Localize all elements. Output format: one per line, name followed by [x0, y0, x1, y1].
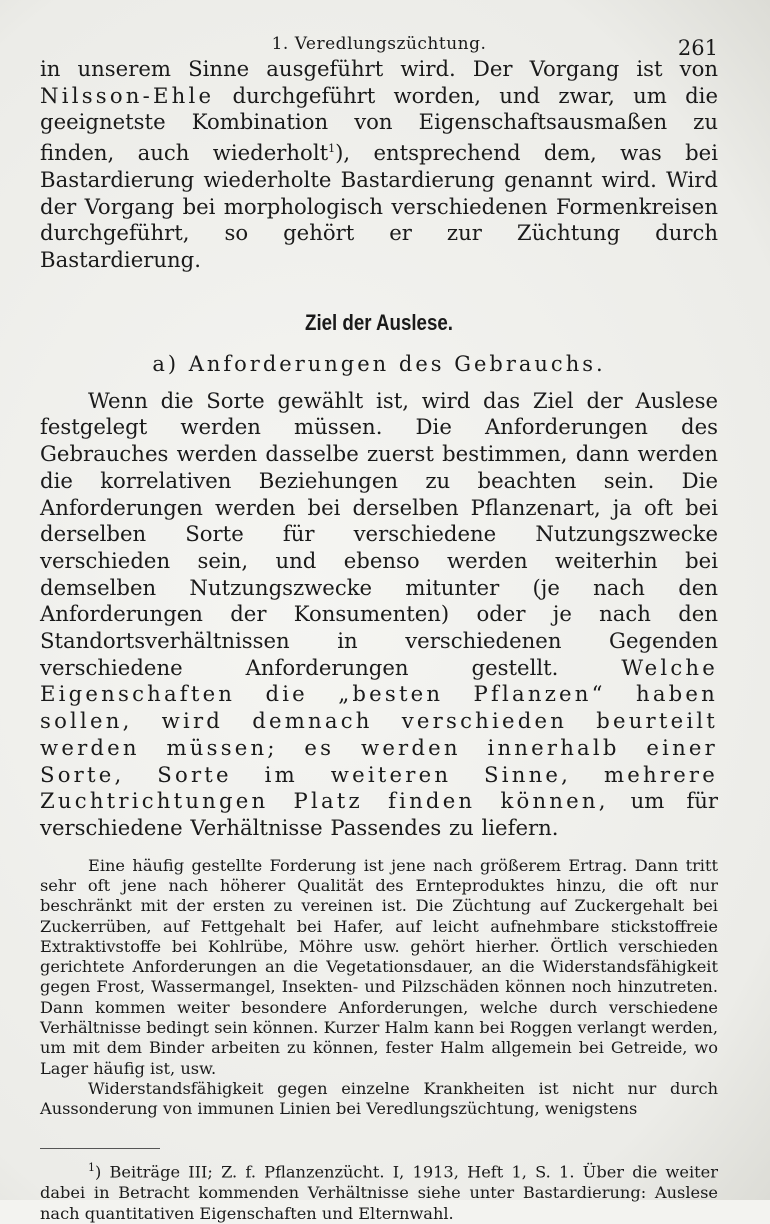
- subsection-title: a) Anforderungen des Gebrauchs.: [152, 351, 606, 376]
- paragraph-continuation: [40, 56, 718, 274]
- text-run: ), entsprechend dem, was bei Bastardierung wiederholte Bastardierung genannt wird. Wird der Vorgang bei morphologisch verschiedenen Formenkreisen durchgeführt, so gehört er zur Züchtung durch Bastardierung.: [40, 140, 718, 272]
- page-header: [40, 0, 718, 60]
- author-name: Nilsson-Ehle: [40, 82, 215, 108]
- footnote-divider: [40, 1148, 160, 1149]
- footnote-marker: 1: [88, 1160, 95, 1174]
- paragraph-requirements: [40, 388, 718, 842]
- main-text: [40, 56, 718, 842]
- small-paragraph: Eine häufig gestellte Forderung ist jene nach größerem Ertrag. Dann tritt sehr oft jene nach höherer Qualität des Ernteproduktes hinzu, die oft nur beschränkt mit der ersten zu vereinen ist. Die Züchtung auf Zuckergehalt bei Zuckerrüben, auf Fettgehalt bei Hafer, auf leicht aufnehmbare stickstoffreie Extraktivstoffe bei Kohlrübe, Möhre usw. gehört hierher. Örtlich verschieden gerichtete Anforderungen an die Vegetationsdauer, an die Widerstandsfähigkeit gegen Frost, Wassermangel, Insekten- und Pilzschäden können noch hinzutreten. Dann kommen weiter besondere Anforderungen, welche durch verschiedene Verhältnisse bedingt sein können. Kurzer Halm kann bei Roggen verlangt werden, um mit dem Binder arbeiten zu können, fester Halm allgemein bei Getreide, wo Lager häufig ist, usw.: [40, 855, 718, 1078]
- footnote: [40, 1157, 718, 1224]
- footnote-ref: 1: [328, 142, 336, 156]
- small-paragraph: Widerstandsfähigkeit gegen einzelne Krankheiten ist nicht nur durch Aussonderung von immunen Linien bei Veredlungszüchtung, wenigstens: [40, 1078, 718, 1119]
- footnote-text: [40, 1157, 718, 1224]
- page-number: 261: [677, 36, 718, 60]
- running-head: 1. Veredlungszüchtung.: [271, 34, 487, 54]
- section-title: Ziel der Auslese.: [305, 309, 453, 335]
- text-run: durchgeführt worden, und zwar, um die geeignetste Kombination von Eigenschaftsausmaßen zu finden, auch wiederholt: [40, 82, 718, 166]
- text-run: in unserem Sinne ausgeführt wird. Der Vorgang ist von: [40, 56, 718, 81]
- small-print-section: [40, 856, 718, 1120]
- footnote-body: ) Beiträge III; Z. f. Pflanzenzücht. I, 1913, Heft 1, S. 1. Über die weiter dabei in Betracht kommenden Verhältnisse siehe unter Bastardierung: Auslese nach quantitativen Eigenschaften und Elternwahl.: [40, 1161, 718, 1223]
- emphasized-text: Welche Eigenschaften die „besten Pflanzen“ haben sollen, wird demnach verschieden beurteilt werden müssen; es werden innerhalb einer Sorte, Sorte im weiteren Sinne, mehrere Zuchtrichtungen Platz finden können,: [40, 654, 718, 814]
- text-run: Wenn die Sorte gewählt ist, wird das Ziel der Auslese festgelegt werden müssen. Die Anforderungen des Gebrauches werden dasselbe zuerst bestimmen, dann werden die korrelativen Beziehungen zu beachten sein. Die Anforderungen werden bei derselben Pflanzenart, ja oft bei derselben Sorte für verschiedene Nutzungszwecke verschieden sein, und ebenso werden weiterhin bei demselben Nutzungszwecke mitunter (je nach den Anforderungen der Konsumenten) oder je nach den Standortsverhältnissen in verschiedenen Gegenden verschiedene Anforderungen gestellt.: [40, 387, 718, 680]
- text-run: um für verschiedene Verhältnisse Passendes zu liefern.: [40, 788, 718, 840]
